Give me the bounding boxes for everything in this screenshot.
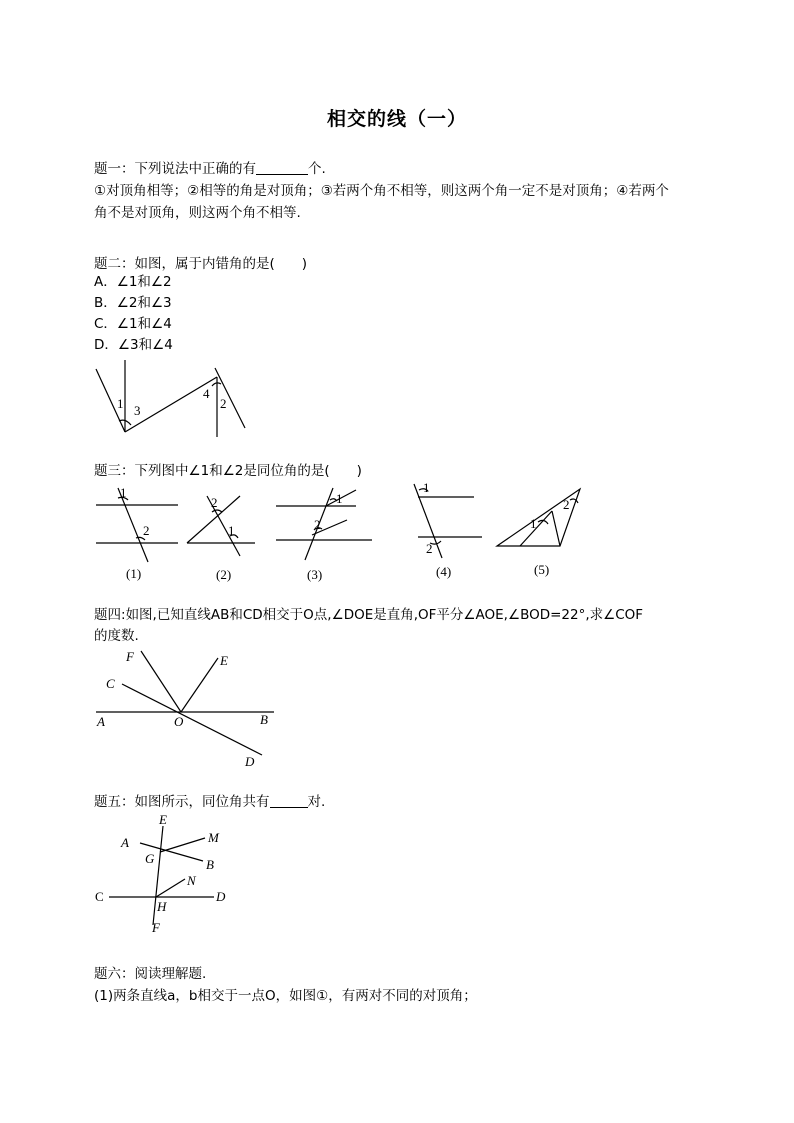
q2-option-d: D．∠3和∠4 — [94, 337, 173, 353]
q2-option-c: C．∠1和∠4 — [94, 316, 172, 332]
q1-text-before: 下列说法中正确的有 — [134, 161, 256, 177]
q3-f5-label-1: 1 — [530, 516, 537, 531]
q4-point-e: E — [220, 653, 228, 668]
q5-ray-hn — [156, 879, 185, 897]
q4-point-c: C — [106, 676, 115, 691]
q5-label: 题五： — [94, 794, 135, 810]
q2-option-a: A．∠1和∠2 — [94, 274, 172, 290]
q2-stem-text: 如图，属于内错角的是( ) — [134, 256, 308, 272]
q3-caption-4: (4) — [436, 564, 452, 579]
q5-point-m: M — [208, 830, 219, 845]
q3-f5-label-2: 2 — [563, 497, 570, 512]
q3-caption-2: (2) — [216, 567, 232, 582]
q2-label: 题二： — [94, 256, 135, 272]
q6-label: 题六： — [94, 966, 135, 982]
q6-stem — [94, 965, 206, 983]
q4-point-o: O — [174, 714, 184, 729]
q3-caption-1: (1) — [126, 566, 142, 581]
q1-line-3: 角不是对顶角，则这两个角不相等. — [94, 205, 301, 221]
q2-angle-2: 2 — [220, 396, 227, 411]
q3-caption-5: (5) — [534, 562, 550, 577]
q2-angle-1: 1 — [117, 396, 124, 411]
q4-label: 题四: — [94, 607, 126, 623]
q5-point-g: G — [145, 851, 155, 866]
q2-angle-3: 3 — [134, 403, 141, 418]
q5-point-e: E — [159, 812, 167, 827]
q5-point-b: B — [206, 857, 214, 872]
q4-stem-text: 如图,已知直线AB和CD相交于O点,∠DOE是直角,OF平分∠AOE,∠BOD=22°,求∠COF — [125, 607, 644, 623]
q6-line-1: (1)两条直线a，b相交于一点O，如图①，有两对不同的对顶角； — [94, 988, 477, 1004]
q5-point-a: A — [121, 835, 129, 850]
page-title: 相交的线（一） — [326, 108, 467, 130]
q5-point-n: N — [187, 873, 196, 888]
q4-point-d: D — [245, 754, 255, 769]
q3-f2-label-1: 1 — [228, 523, 235, 538]
q5-point-h: H — [157, 899, 167, 914]
q1-line-2: ①对顶角相等；②相等的角是对顶角；③若两个角不相等，则这两个角一定不是对顶角；④若两个 — [94, 183, 669, 199]
q3-stem-text: 下列图中∠1和∠2是同位角的是( ) — [134, 463, 362, 479]
q5-point-d: D — [216, 889, 226, 904]
q2-option-b: B．∠2和∠3 — [94, 295, 172, 311]
q3-f2-label-2: 2 — [211, 495, 218, 510]
q3-f3-label-1: 1 — [336, 491, 343, 506]
q3-f1-label-2: 2 — [143, 523, 150, 538]
q5-point-f: F — [152, 920, 160, 935]
q4-stem-line-2: 的度数. — [94, 628, 139, 644]
q3-f3-label-2: 2 — [314, 517, 321, 532]
q4-point-b: B — [260, 712, 268, 727]
q4-point-a: A — [97, 714, 105, 729]
q5-text-before: 如图所示，同位角共有 — [134, 794, 270, 810]
q3-f1-label-1: 1 — [120, 485, 127, 500]
q5-ray-gm — [160, 838, 205, 852]
q1-label: 题一： — [94, 161, 135, 177]
q3-f4-label-1: 1 — [423, 480, 430, 495]
q1-text-after: 个. — [308, 161, 326, 177]
q4-point-f: F — [126, 649, 134, 664]
q3-f4-label-2: 2 — [426, 541, 433, 556]
q5-point-c: C — [95, 889, 104, 904]
q5-text-after: 对. — [307, 794, 326, 810]
q6-stem-text: 阅读理解题. — [134, 966, 207, 982]
q3-label: 题三： — [94, 463, 135, 479]
q3-caption-3: (3) — [307, 567, 323, 582]
q2-angle-4: 4 — [203, 386, 210, 401]
